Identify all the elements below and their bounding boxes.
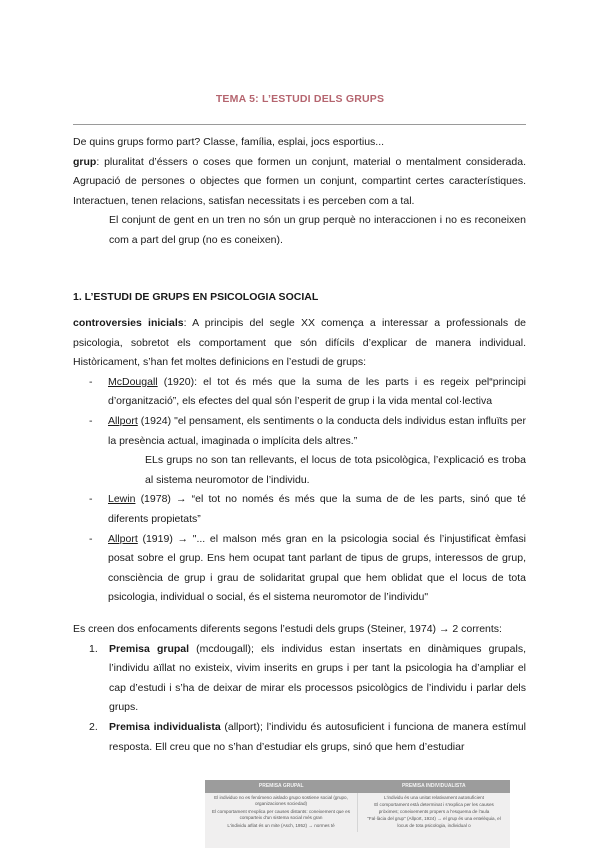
table-cell: L'individu aïllat és un mite (Asch, 1952) → normes té <box>227 822 335 828</box>
author-item-mcdougall <box>73 373 526 412</box>
table-header-grupal: PREMISA GRUPAL <box>258 783 304 789</box>
table-column-individualista <box>358 793 510 832</box>
author-item-lewin <box>73 490 526 529</box>
author-text: (1920): el tot és més que la suma de les parts i es regeix pel“principi d’organització”, els efectes del qual són l’esperit de grup i la vida mental col·lectiva <box>108 375 526 408</box>
table-header <box>205 780 510 793</box>
premise-term: Premisa grupal <box>109 642 190 655</box>
author-name: Allport <box>108 414 138 427</box>
author-text: (1924) "el pensament, els sentiments o la conducta dels individus estan influïts per la presència actual, imaginada o implícita dels altres.” <box>108 414 526 447</box>
author-name: Lewin <box>108 493 136 506</box>
premises-comparison-table <box>205 780 510 848</box>
author-name: Allport <box>108 532 138 545</box>
premise-text: (mcdougall); els individus estan insertats en dinàmiques grupals, l’individu aïllat no existeix, vivim inserits en grups i per tant la psicologia ha d’ampliar el cap d’estudi i s’ha de deixar de mirar els processos psicològics de l’individu i parlar dels grups. <box>109 642 526 714</box>
dash-marker: - <box>89 375 93 388</box>
train-example: El conjunt de gent en un tren no són un grup perquè no interaccionen i no es reconeixen com a part del grup (no es coneixen). <box>109 214 526 246</box>
table-cell: El comportament està determinat i s'explica per les causes pròximes; coneixements propers a l'esquema de l'aula <box>374 802 494 814</box>
page-title: TEMA 5: L’ESTUDI DELS GRUPS <box>215 93 385 105</box>
table-body <box>205 793 510 832</box>
grup-definition-text: : pluralitat d’éssers o coses que formen un conjunt, material o mentalment considerada. Agrupació de persones o objectes que formen un conjunt, compartint certes característiques. Interactuen, tenen relacions, satisfan necessitats i es perceben com a tal. <box>73 155 526 207</box>
title-divider <box>73 124 526 125</box>
table-cell: El individuo no es fenómeno aislado grupo sostiene social (grupo, organizaciones sociedad) <box>214 795 348 807</box>
table-cell: "Fal·làcia del grup" (Allport, 1924) → el grup és una entelèquia, el locus de tota psicologia, individual o <box>367 816 501 828</box>
grup-term: grup <box>73 155 97 168</box>
dash-marker: - <box>89 493 93 506</box>
table-column-grupal <box>205 793 357 832</box>
intro-question: De quins grups formo part? Classe, família, esplai, jocs esportius... <box>73 136 385 148</box>
grup-definition <box>73 153 526 212</box>
table-cell: L'individu és una unitat relativament autosuficient <box>384 795 484 800</box>
table-header-individualista: PREMISA INDIVIDUALISTA <box>401 783 466 789</box>
intro-block <box>73 133 526 251</box>
author-item-allport-1924 <box>73 412 526 451</box>
premise-item-grupal <box>73 640 526 718</box>
table-cell: El comportament s'explica per causes distants: coneixement que es comparteix d'un sistema social més gran <box>212 808 350 821</box>
premise-term: Premisa individualista <box>109 720 221 733</box>
enfocaments-intro: Es creen dos enfocaments diferents segons l’estudi dels grups (Steiner, 1974) → 2 corrents: <box>73 623 502 635</box>
dash-marker: - <box>89 532 93 545</box>
allport-note: ELs grups no son tan rellevants, el locus de tota psicològica, l’explicació es troba al sistema neuromotor de l’individu. <box>145 454 526 486</box>
controversies-paragraph <box>73 314 526 373</box>
dash-marker: - <box>89 414 93 427</box>
author-item-allport-1919 <box>73 530 526 608</box>
controversies-text: : A principis del segle XX comença a interessar a professionals de psicologia, sobretot els comportament que són difícils d’explicar de manera individual. Històricament, s’han fet moltes definicions en l’estudi de grups: <box>73 317 526 369</box>
section1-heading: 1. L’ESTUDI DE GRUPS EN PSICOLOGIA SOCIAL <box>73 291 319 303</box>
author-text: (1919) → "... el malson més gran en la psicologia social és l’injustificat èmfasi posat sobre el grup. Ens hem ocupat tant parlant de tipus de grups, interessos de grup, consciència de grup i grau de solidaritat grupal que hem oblidat que el locus de tota psicologia, individual o social, és el sistema neuromotor de l’individu" <box>108 532 526 604</box>
author-text: (1978) → “el tot no només és més que la suma de de les parts, sinó que té diferents propietats” <box>108 493 526 525</box>
controversies-term: controversies inicials <box>73 317 184 329</box>
section1 <box>73 288 526 308</box>
premise-item-individualista <box>73 718 526 757</box>
author-name: McDougall <box>108 375 158 388</box>
enfocaments-block <box>73 620 526 757</box>
section1-body <box>73 314 526 608</box>
list-number: 1. <box>89 642 98 655</box>
premise-text: (allport); l’individu és autosuficient i funciona de manera estímul resposta. Ell creu que no s’han d’estudiar els grups, sinó que hem d’estudiar <box>109 720 526 753</box>
list-number: 2. <box>89 720 98 733</box>
